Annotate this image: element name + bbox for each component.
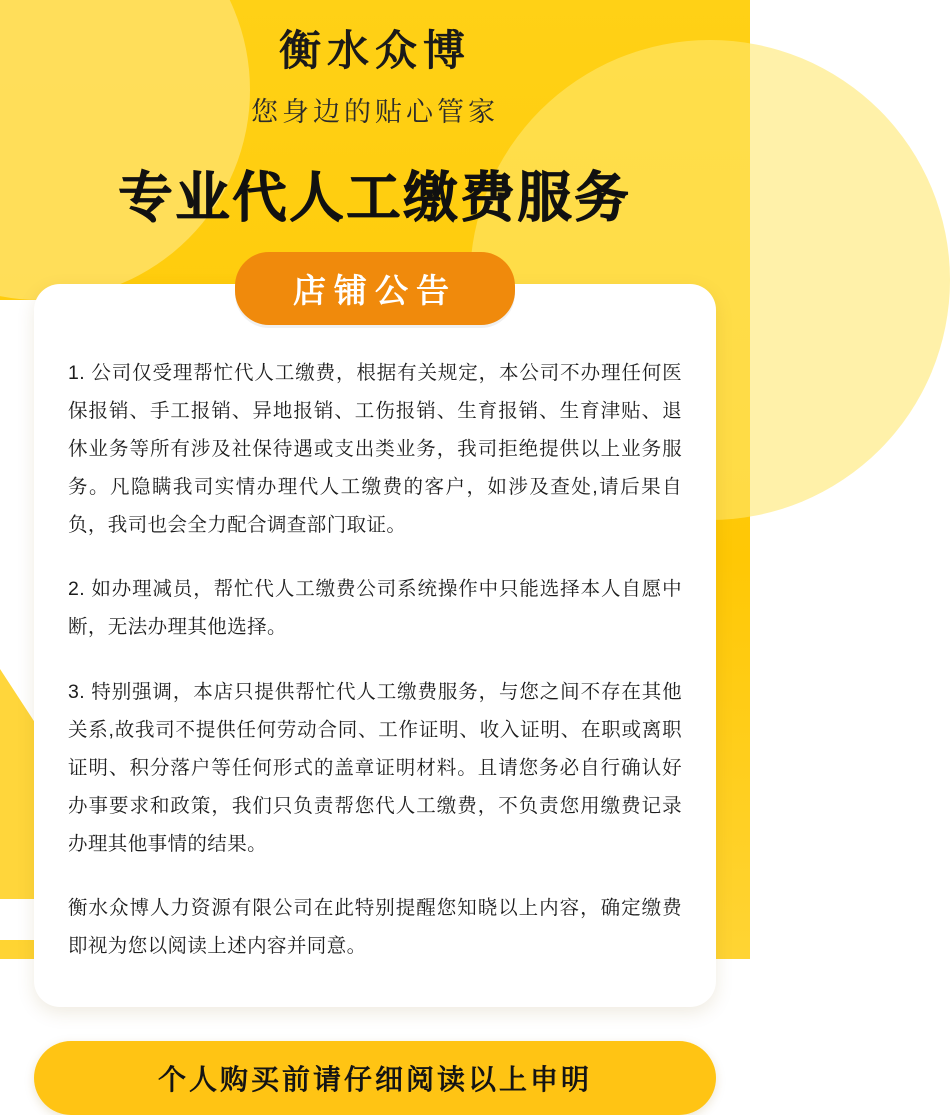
notice-card [34, 272, 716, 1006]
poster-header [0, 0, 750, 232]
brand-slogan: 您身边的贴心管家 [251, 97, 499, 128]
notice-ribbon-title: 店铺公告 [235, 252, 515, 325]
service-headline: 专业代人工缴费服务 [118, 168, 632, 229]
notice-paragraph-2: 2. 如办理减员，帮忙代人工缴费公司系统操作中只能选择本人自愿中断，无法办理其他选择。 [68, 578, 682, 639]
notice-paragraph-1: 1. 公司仅受理帮忙代人工缴费，根据有关规定，本公司不办理任何医保报销、手工报销、异地报销、工伤报销、生育报销、生育津贴、退休业务等所有涉及社保待遇或支出类业务，我司拒绝提供以上业务服务。凡隐瞒我司实情办理代人工缴费的客户，如涉及查处,请后果自负，我司也会全力配合调查部门取证。 [68, 362, 682, 537]
notice-paragraph-3: 3. 特别强调，本店只提供帮忙代人工缴费服务，与您之间不存在其他关系,故我司不提供任何劳动合同、工作证明、收入证明、在职或离职证明、积分落户等任何形式的盖章证明材料。且请您务必自行确认好办事要求和政策，我们只负责帮您代人工缴费，不负责您用缴费记录办理其他事情的结果。 [68, 680, 682, 855]
footer-banner: 个人购买前请仔细阅读以上申明 [34, 1041, 716, 1115]
brand-name: 衡水众博 [278, 27, 471, 74]
notice-paragraph-4: 衡水众博人力资源有限公司在此特别提醒您知晓以上内容，确定缴费即视为您以阅读上述内容并同意。 [68, 896, 682, 957]
footer-wrapper [34, 1041, 716, 1115]
notice-card-wrapper [34, 272, 716, 1006]
